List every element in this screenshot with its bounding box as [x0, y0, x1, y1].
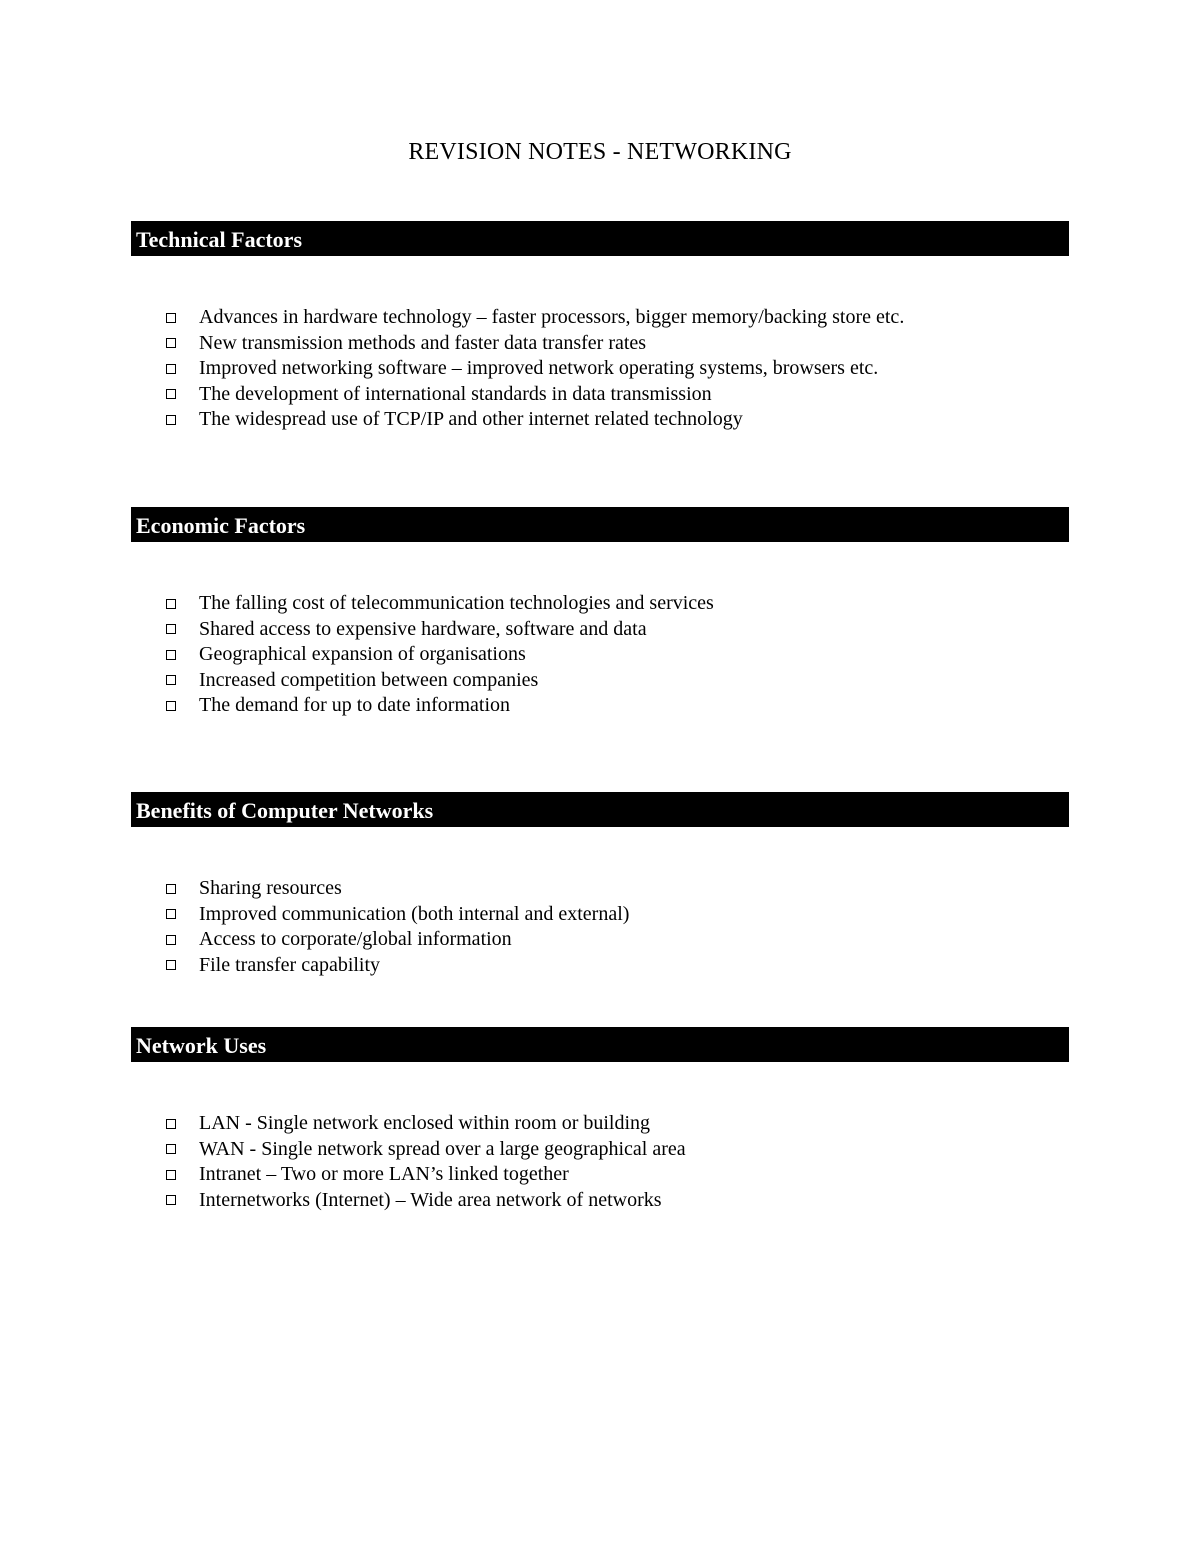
hollow-square-bullet-icon [166, 1119, 176, 1129]
list-item-text: Advances in hardware technology – faster processors, bigger memory/backing store etc. [199, 306, 905, 328]
list-item [166, 591, 714, 617]
hollow-square-bullet-icon [166, 909, 176, 919]
list-item [166, 331, 904, 357]
section-heading: Technical Factors [131, 221, 1069, 256]
section-heading: Economic Factors [131, 507, 1069, 542]
hollow-square-bullet-icon [166, 389, 176, 399]
hollow-square-bullet-icon [166, 650, 176, 660]
list-item [166, 668, 714, 694]
list-item [166, 1137, 686, 1163]
list-item-text: The widespread use of TCP/IP and other internet related technology [199, 408, 743, 430]
hollow-square-bullet-icon [166, 313, 176, 323]
hollow-square-bullet-icon [166, 599, 176, 609]
list-item [166, 642, 714, 668]
section-benefits-of-computer-networks [131, 792, 1069, 976]
list-item [166, 876, 629, 902]
hollow-square-bullet-icon [166, 1170, 176, 1180]
bullet-list [166, 1111, 686, 1213]
list-item [166, 693, 714, 719]
list-item [166, 902, 629, 928]
list-item-text: WAN - Single network spread over a large geographical area [199, 1137, 686, 1160]
list-item-text: Sharing resources [199, 877, 342, 899]
list-item-text: Access to corporate/global information [199, 928, 512, 950]
list-item [166, 927, 629, 953]
list-item-text: Geographical expansion of organisations [199, 643, 526, 665]
list-item-text: Improved communication (both internal and external) [199, 902, 630, 925]
hollow-square-bullet-icon [166, 364, 176, 374]
list-item-text: Intranet – Two or more LAN’s linked together [199, 1163, 569, 1185]
section-network-uses [131, 1027, 1069, 1211]
list-item [166, 1111, 686, 1137]
list-item [166, 305, 904, 331]
list-item-text: Increased competition between companies [199, 668, 539, 691]
hollow-square-bullet-icon [166, 415, 176, 425]
list-item [166, 407, 904, 433]
list-item-text: File transfer capability [199, 953, 381, 976]
hollow-square-bullet-icon [166, 960, 176, 970]
hollow-square-bullet-icon [166, 884, 176, 894]
list-item-text: LAN - Single network enclosed within room or building [199, 1112, 651, 1134]
hollow-square-bullet-icon [166, 675, 176, 685]
page-title: REVISION NOTES - NETWORKING [408, 139, 792, 165]
hollow-square-bullet-icon [166, 1195, 176, 1205]
list-item-text: Improved networking software – improved network operating systems, browsers etc. [199, 357, 879, 379]
bullet-list [166, 305, 904, 433]
list-item-text: Shared access to expensive hardware, software and data [199, 617, 647, 640]
hollow-square-bullet-icon [166, 624, 176, 634]
list-item [166, 356, 904, 382]
list-item [166, 1188, 686, 1214]
bullet-list [166, 591, 714, 719]
list-item [166, 382, 904, 408]
bullet-list [166, 876, 629, 978]
section-technical-factors [131, 221, 1069, 430]
list-item-text: The falling cost of telecommunication technologies and services [199, 592, 714, 614]
hollow-square-bullet-icon [166, 338, 176, 348]
section-heading: Benefits of Computer Networks [131, 792, 1069, 827]
section-heading: Network Uses [131, 1027, 1069, 1062]
hollow-square-bullet-icon [166, 701, 176, 711]
hollow-square-bullet-icon [166, 935, 176, 945]
list-item-text: The development of international standards in data transmission [199, 382, 712, 405]
list-item [166, 1162, 686, 1188]
list-item [166, 953, 629, 979]
list-item-text: New transmission methods and faster data transfer rates [199, 331, 647, 354]
hollow-square-bullet-icon [166, 1144, 176, 1154]
list-item-text: The demand for up to date information [199, 694, 511, 716]
section-economic-factors [131, 507, 1069, 716]
list-item [166, 617, 714, 643]
list-item-text: Internetworks (Internet) – Wide area network of networks [199, 1188, 662, 1211]
